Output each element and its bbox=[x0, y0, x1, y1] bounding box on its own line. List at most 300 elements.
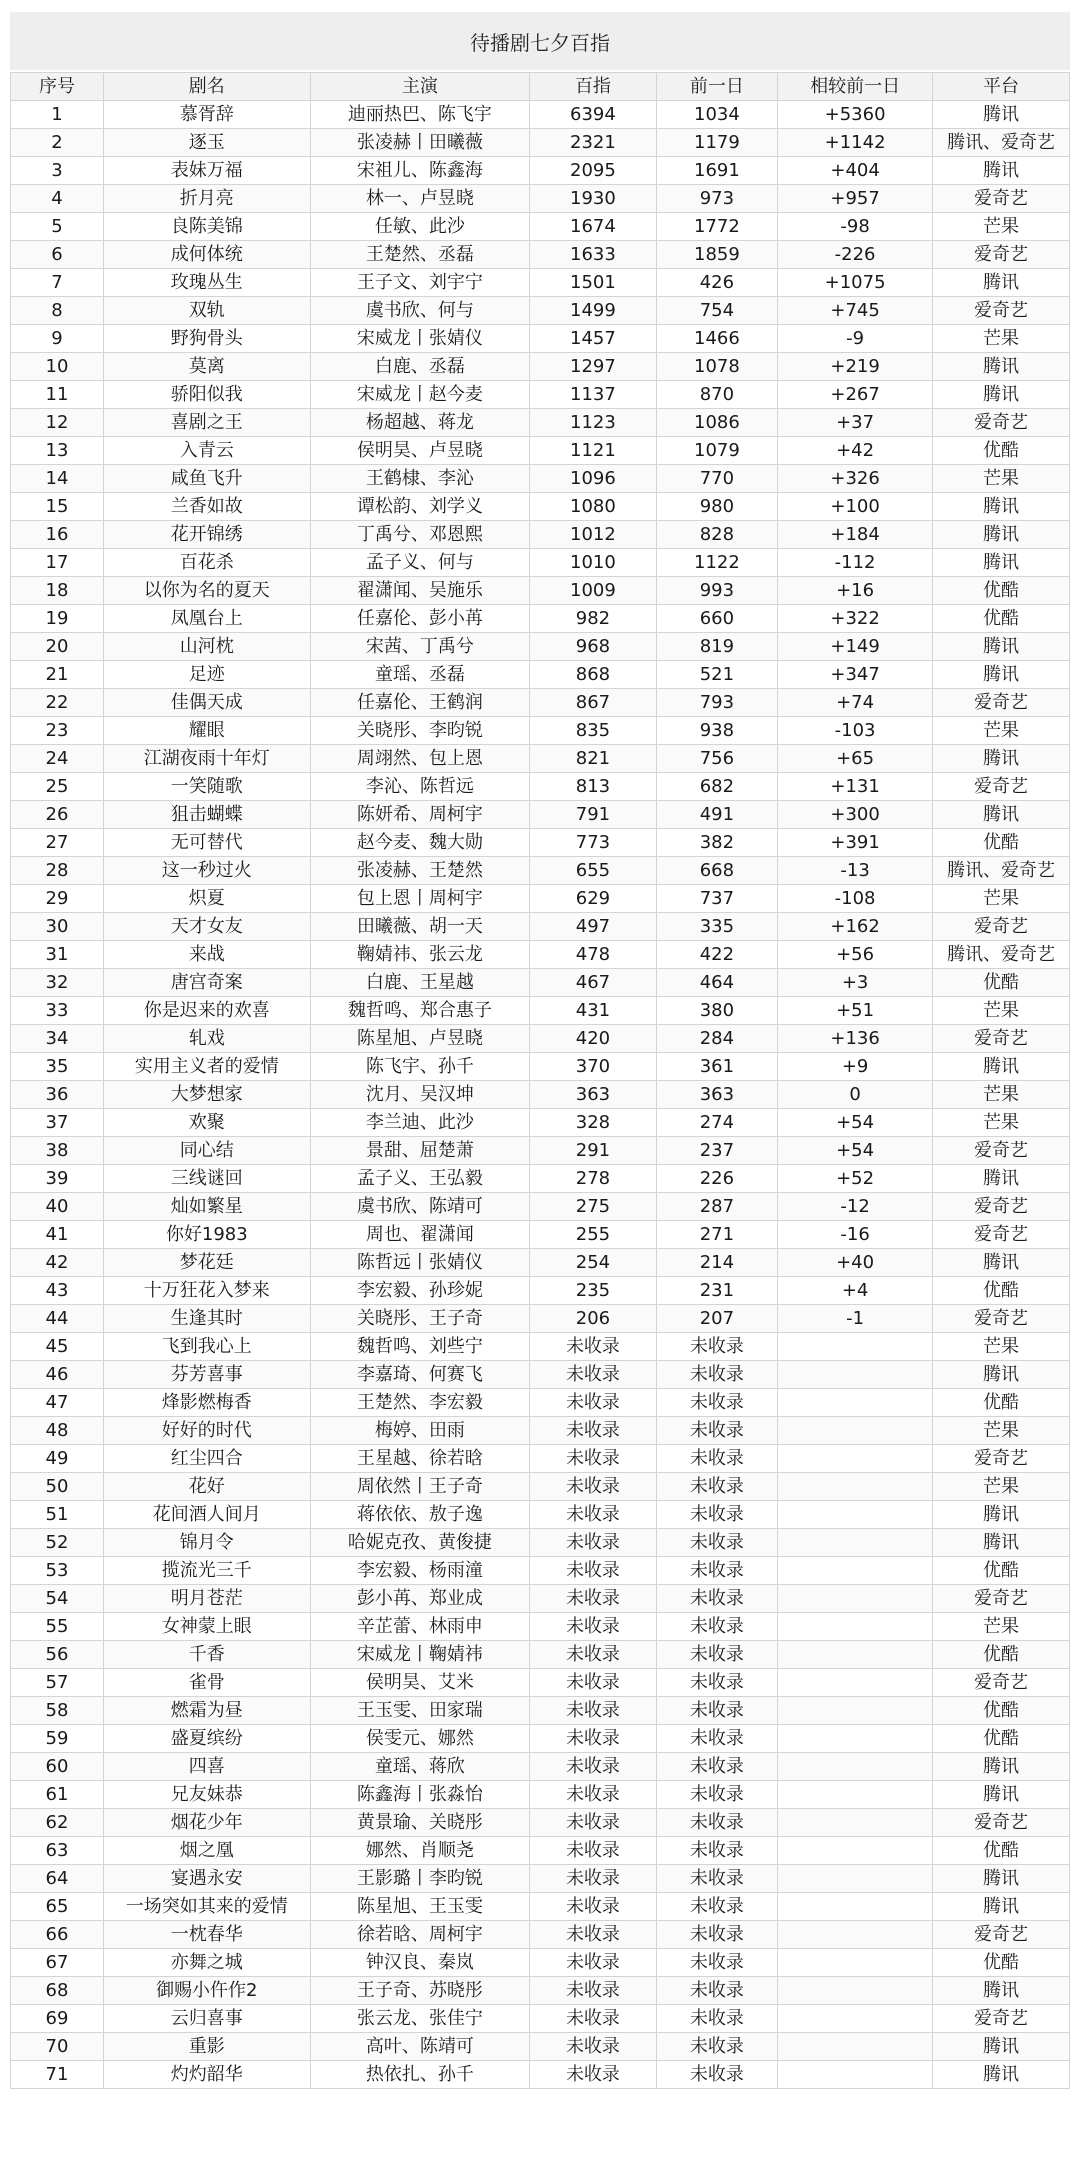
cell-previous-day: 363 bbox=[656, 1081, 777, 1109]
cell-title: 女神蒙上眼 bbox=[103, 1613, 310, 1641]
cell-change bbox=[778, 1585, 933, 1613]
cell-rank: 22 bbox=[11, 689, 104, 717]
cell-previous-day: 未收录 bbox=[656, 1529, 777, 1557]
cell-title: 兰香如故 bbox=[103, 493, 310, 521]
cell-previous-day: 未收录 bbox=[656, 1361, 777, 1389]
cell-cast: 娜然、肖顺尧 bbox=[310, 1837, 530, 1865]
cell-platform: 芒果 bbox=[933, 1613, 1070, 1641]
cell-title: 好好的时代 bbox=[103, 1417, 310, 1445]
cell-change bbox=[778, 2033, 933, 2061]
cell-title: 雀骨 bbox=[103, 1669, 310, 1697]
cell-title: 双轨 bbox=[103, 297, 310, 325]
cell-index: 363 bbox=[530, 1081, 657, 1109]
cell-platform: 芒果 bbox=[933, 717, 1070, 745]
cell-cast: 杨超越、蒋龙 bbox=[310, 409, 530, 437]
cell-cast: 宋祖儿、陈鑫海 bbox=[310, 157, 530, 185]
cell-rank: 10 bbox=[11, 353, 104, 381]
cell-cast: 包上恩丨周柯宇 bbox=[310, 885, 530, 913]
cell-change bbox=[778, 2061, 933, 2089]
cell-platform: 腾讯 bbox=[933, 2033, 1070, 2061]
cell-change: +149 bbox=[778, 633, 933, 661]
cell-change bbox=[778, 1613, 933, 1641]
cell-platform: 腾讯 bbox=[933, 493, 1070, 521]
cell-cast: 徐若晗、周柯宇 bbox=[310, 1921, 530, 1949]
cell-rank: 47 bbox=[11, 1389, 104, 1417]
table-row bbox=[11, 1837, 1070, 1865]
cell-rank: 40 bbox=[11, 1193, 104, 1221]
cell-change bbox=[778, 1921, 933, 1949]
cell-index: 未收录 bbox=[530, 1501, 657, 1529]
cell-previous-day: 361 bbox=[656, 1053, 777, 1081]
cell-platform: 优酷 bbox=[933, 1725, 1070, 1753]
cell-title: 良陈美锦 bbox=[103, 213, 310, 241]
cell-change: +391 bbox=[778, 829, 933, 857]
cell-title: 无可替代 bbox=[103, 829, 310, 857]
table-row bbox=[11, 1361, 1070, 1389]
table-row bbox=[11, 437, 1070, 465]
cell-change: +745 bbox=[778, 297, 933, 325]
cell-index: 未收录 bbox=[530, 2061, 657, 2089]
table-row bbox=[11, 465, 1070, 493]
cell-index: 813 bbox=[530, 773, 657, 801]
cell-rank: 69 bbox=[11, 2005, 104, 2033]
cell-platform: 爱奇艺 bbox=[933, 913, 1070, 941]
cell-title: 飞到我心上 bbox=[103, 1333, 310, 1361]
cell-cast: 宋威龙丨鞠婧祎 bbox=[310, 1641, 530, 1669]
table-row bbox=[11, 1725, 1070, 1753]
cell-cast: 赵今麦、魏大勋 bbox=[310, 829, 530, 857]
cell-previous-day: 1691 bbox=[656, 157, 777, 185]
cell-previous-day: 668 bbox=[656, 857, 777, 885]
cell-previous-day: 1079 bbox=[656, 437, 777, 465]
table-row bbox=[11, 801, 1070, 829]
cell-rank: 34 bbox=[11, 1025, 104, 1053]
cell-platform: 优酷 bbox=[933, 577, 1070, 605]
cell-platform: 优酷 bbox=[933, 1277, 1070, 1305]
cell-change: +267 bbox=[778, 381, 933, 409]
cell-change: +1142 bbox=[778, 129, 933, 157]
cell-platform: 腾讯 bbox=[933, 1501, 1070, 1529]
table-row bbox=[11, 1165, 1070, 1193]
header-row bbox=[11, 73, 1070, 101]
cell-previous-day: 993 bbox=[656, 577, 777, 605]
cell-platform: 腾讯 bbox=[933, 1361, 1070, 1389]
cell-previous-day: 未收录 bbox=[656, 1781, 777, 1809]
cell-rank: 43 bbox=[11, 1277, 104, 1305]
table-row bbox=[11, 1585, 1070, 1613]
cell-cast: 王子文、刘宇宁 bbox=[310, 269, 530, 297]
table-row bbox=[11, 1977, 1070, 2005]
cell-change bbox=[778, 1641, 933, 1669]
cell-rank: 52 bbox=[11, 1529, 104, 1557]
cell-platform: 腾讯 bbox=[933, 381, 1070, 409]
cell-index: 1137 bbox=[530, 381, 657, 409]
cell-cast: 迪丽热巴、陈飞宇 bbox=[310, 101, 530, 129]
cell-title: 玫瑰丛生 bbox=[103, 269, 310, 297]
cell-rank: 62 bbox=[11, 1809, 104, 1837]
cell-rank: 29 bbox=[11, 885, 104, 913]
cell-title: 狙击蝴蝶 bbox=[103, 801, 310, 829]
cell-platform: 芒果 bbox=[933, 325, 1070, 353]
cell-cast: 王楚然、丞磊 bbox=[310, 241, 530, 269]
cell-cast: 关晓彤、王子奇 bbox=[310, 1305, 530, 1333]
drama-ranking-table bbox=[10, 72, 1070, 2089]
cell-title: 盛夏缤纷 bbox=[103, 1725, 310, 1753]
cell-platform: 腾讯 bbox=[933, 521, 1070, 549]
table-row bbox=[11, 661, 1070, 689]
cell-index: 968 bbox=[530, 633, 657, 661]
cell-title: 欢聚 bbox=[103, 1109, 310, 1137]
cell-change bbox=[778, 1949, 933, 1977]
cell-platform: 爱奇艺 bbox=[933, 1137, 1070, 1165]
cell-title: 唐宫奇案 bbox=[103, 969, 310, 997]
cell-rank: 67 bbox=[11, 1949, 104, 1977]
table-row bbox=[11, 1781, 1070, 1809]
cell-change: -12 bbox=[778, 1193, 933, 1221]
table-row bbox=[11, 521, 1070, 549]
cell-index: 1123 bbox=[530, 409, 657, 437]
cell-rank: 38 bbox=[11, 1137, 104, 1165]
cell-change bbox=[778, 2005, 933, 2033]
cell-cast: 侯明昊、卢昱晓 bbox=[310, 437, 530, 465]
cell-rank: 70 bbox=[11, 2033, 104, 2061]
table-row bbox=[11, 1557, 1070, 1585]
cell-change: +9 bbox=[778, 1053, 933, 1081]
cell-change: +51 bbox=[778, 997, 933, 1025]
cell-title: 折月亮 bbox=[103, 185, 310, 213]
cell-change: +40 bbox=[778, 1249, 933, 1277]
cell-cast: 张云龙、张佳宁 bbox=[310, 2005, 530, 2033]
cell-platform: 腾讯 bbox=[933, 1977, 1070, 2005]
cell-cast: 宋威龙丨赵今麦 bbox=[310, 381, 530, 409]
table-row bbox=[11, 409, 1070, 437]
cell-title: 入青云 bbox=[103, 437, 310, 465]
cell-platform: 芒果 bbox=[933, 1333, 1070, 1361]
cell-rank: 53 bbox=[11, 1557, 104, 1585]
cell-cast: 侯雯元、娜然 bbox=[310, 1725, 530, 1753]
cell-rank: 60 bbox=[11, 1753, 104, 1781]
col-header-index-value: 百指 bbox=[530, 73, 657, 101]
cell-previous-day: 未收录 bbox=[656, 1501, 777, 1529]
cell-platform: 优酷 bbox=[933, 437, 1070, 465]
table-row bbox=[11, 997, 1070, 1025]
table-row bbox=[11, 605, 1070, 633]
cell-previous-day: 未收录 bbox=[656, 2033, 777, 2061]
cell-change: +326 bbox=[778, 465, 933, 493]
cell-previous-day: 未收录 bbox=[656, 2061, 777, 2089]
table-row bbox=[11, 941, 1070, 969]
table-row bbox=[11, 1333, 1070, 1361]
cell-index: 497 bbox=[530, 913, 657, 941]
cell-title: 这一秒过火 bbox=[103, 857, 310, 885]
cell-index: 未收录 bbox=[530, 1333, 657, 1361]
cell-previous-day: 未收录 bbox=[656, 1697, 777, 1725]
cell-title: 明月苍茫 bbox=[103, 1585, 310, 1613]
cell-cast: 陈飞宇、孙千 bbox=[310, 1053, 530, 1081]
cell-previous-day: 422 bbox=[656, 941, 777, 969]
cell-index: 773 bbox=[530, 829, 657, 857]
cell-platform: 芒果 bbox=[933, 1417, 1070, 1445]
cell-previous-day: 1772 bbox=[656, 213, 777, 241]
cell-previous-day: 未收录 bbox=[656, 2005, 777, 2033]
cell-previous-day: 未收录 bbox=[656, 1613, 777, 1641]
cell-title: 亦舞之城 bbox=[103, 1949, 310, 1977]
cell-index: 431 bbox=[530, 997, 657, 1025]
cell-platform: 优酷 bbox=[933, 829, 1070, 857]
cell-previous-day: 未收录 bbox=[656, 1585, 777, 1613]
cell-previous-day: 未收录 bbox=[656, 1473, 777, 1501]
cell-cast: 高叶、陈靖可 bbox=[310, 2033, 530, 2061]
cell-platform: 芒果 bbox=[933, 1473, 1070, 1501]
cell-rank: 37 bbox=[11, 1109, 104, 1137]
cell-platform: 爱奇艺 bbox=[933, 689, 1070, 717]
cell-platform: 爱奇艺 bbox=[933, 297, 1070, 325]
cell-previous-day: 287 bbox=[656, 1193, 777, 1221]
table-row bbox=[11, 325, 1070, 353]
cell-rank: 71 bbox=[11, 2061, 104, 2089]
cell-index: 1121 bbox=[530, 437, 657, 465]
cell-change: +42 bbox=[778, 437, 933, 465]
cell-rank: 45 bbox=[11, 1333, 104, 1361]
cell-change bbox=[778, 1753, 933, 1781]
cell-index: 328 bbox=[530, 1109, 657, 1137]
table-row bbox=[11, 1305, 1070, 1333]
cell-rank: 49 bbox=[11, 1445, 104, 1473]
cell-index: 2321 bbox=[530, 129, 657, 157]
cell-title: 莫离 bbox=[103, 353, 310, 381]
cell-cast: 王楚然、李宏毅 bbox=[310, 1389, 530, 1417]
table-row bbox=[11, 1753, 1070, 1781]
cell-rank: 24 bbox=[11, 745, 104, 773]
cell-previous-day: 770 bbox=[656, 465, 777, 493]
cell-platform: 爱奇艺 bbox=[933, 773, 1070, 801]
table-row bbox=[11, 1417, 1070, 1445]
cell-index: 未收录 bbox=[530, 1585, 657, 1613]
cell-change: +37 bbox=[778, 409, 933, 437]
cell-index: 655 bbox=[530, 857, 657, 885]
cell-previous-day: 380 bbox=[656, 997, 777, 1025]
table-row bbox=[11, 1221, 1070, 1249]
cell-change bbox=[778, 1389, 933, 1417]
cell-rank: 5 bbox=[11, 213, 104, 241]
cell-title: 以你为名的夏天 bbox=[103, 577, 310, 605]
cell-rank: 39 bbox=[11, 1165, 104, 1193]
table-row bbox=[11, 1949, 1070, 1977]
col-header-change: 相较前一日 bbox=[778, 73, 933, 101]
cell-title: 足迹 bbox=[103, 661, 310, 689]
table-title: 待播剧七夕百指 bbox=[10, 12, 1070, 70]
cell-previous-day: 未收录 bbox=[656, 1837, 777, 1865]
cell-title: 慕胥辞 bbox=[103, 101, 310, 129]
cell-change: -1 bbox=[778, 1305, 933, 1333]
cell-change: -108 bbox=[778, 885, 933, 913]
cell-change: +4 bbox=[778, 1277, 933, 1305]
cell-previous-day: 870 bbox=[656, 381, 777, 409]
cell-previous-day: 231 bbox=[656, 1277, 777, 1305]
cell-index: 2095 bbox=[530, 157, 657, 185]
table-row bbox=[11, 1529, 1070, 1557]
cell-platform: 优酷 bbox=[933, 1641, 1070, 1669]
cell-previous-day: 819 bbox=[656, 633, 777, 661]
table-row bbox=[11, 297, 1070, 325]
cell-previous-day: 426 bbox=[656, 269, 777, 297]
table-row bbox=[11, 353, 1070, 381]
cell-platform: 腾讯 bbox=[933, 801, 1070, 829]
cell-rank: 11 bbox=[11, 381, 104, 409]
cell-title: 烟花少年 bbox=[103, 1809, 310, 1837]
cell-rank: 25 bbox=[11, 773, 104, 801]
cell-platform: 爱奇艺 bbox=[933, 1193, 1070, 1221]
cell-index: 未收录 bbox=[530, 1809, 657, 1837]
cell-previous-day: 521 bbox=[656, 661, 777, 689]
cell-index: 未收录 bbox=[530, 1893, 657, 1921]
cell-change: -9 bbox=[778, 325, 933, 353]
cell-platform: 腾讯 bbox=[933, 633, 1070, 661]
cell-title: 大梦想家 bbox=[103, 1081, 310, 1109]
cell-rank: 46 bbox=[11, 1361, 104, 1389]
table-row bbox=[11, 241, 1070, 269]
cell-previous-day: 未收录 bbox=[656, 1333, 777, 1361]
cell-change bbox=[778, 1417, 933, 1445]
cell-index: 1009 bbox=[530, 577, 657, 605]
cell-previous-day: 未收录 bbox=[656, 1809, 777, 1837]
cell-change bbox=[778, 1361, 933, 1389]
cell-previous-day: 938 bbox=[656, 717, 777, 745]
cell-rank: 17 bbox=[11, 549, 104, 577]
cell-previous-day: 未收录 bbox=[656, 1445, 777, 1473]
cell-title: 十万狂花入梦来 bbox=[103, 1277, 310, 1305]
cell-rank: 31 bbox=[11, 941, 104, 969]
cell-rank: 65 bbox=[11, 1893, 104, 1921]
cell-previous-day: 未收录 bbox=[656, 1921, 777, 1949]
cell-index: 未收录 bbox=[530, 1865, 657, 1893]
cell-title: 山河枕 bbox=[103, 633, 310, 661]
cell-index: 478 bbox=[530, 941, 657, 969]
cell-cast: 钟汉良、秦岚 bbox=[310, 1949, 530, 1977]
cell-change bbox=[778, 1837, 933, 1865]
cell-platform: 腾讯 bbox=[933, 1893, 1070, 1921]
cell-change: -226 bbox=[778, 241, 933, 269]
cell-index: 未收录 bbox=[530, 1557, 657, 1585]
cell-title: 花开锦绣 bbox=[103, 521, 310, 549]
cell-change bbox=[778, 1333, 933, 1361]
cell-index: 1499 bbox=[530, 297, 657, 325]
cell-title: 燃霜为昼 bbox=[103, 1697, 310, 1725]
cell-platform: 腾讯 bbox=[933, 549, 1070, 577]
table-row bbox=[11, 2033, 1070, 2061]
cell-rank: 1 bbox=[11, 101, 104, 129]
cell-title: 烽影燃梅香 bbox=[103, 1389, 310, 1417]
table-row bbox=[11, 1865, 1070, 1893]
cell-previous-day: 未收录 bbox=[656, 1893, 777, 1921]
cell-title: 兄友妹恭 bbox=[103, 1781, 310, 1809]
table-row bbox=[11, 1641, 1070, 1669]
cell-title: 凤凰台上 bbox=[103, 605, 310, 633]
col-header-cast: 主演 bbox=[310, 73, 530, 101]
cell-index: 未收录 bbox=[530, 1445, 657, 1473]
cell-previous-day: 未收录 bbox=[656, 1949, 777, 1977]
cell-platform: 优酷 bbox=[933, 1697, 1070, 1725]
cell-change: +16 bbox=[778, 577, 933, 605]
cell-index: 868 bbox=[530, 661, 657, 689]
cell-index: 629 bbox=[530, 885, 657, 913]
cell-previous-day: 未收录 bbox=[656, 1865, 777, 1893]
table-row bbox=[11, 969, 1070, 997]
cell-previous-day: 828 bbox=[656, 521, 777, 549]
table-row bbox=[11, 1025, 1070, 1053]
cell-platform: 腾讯 bbox=[933, 1781, 1070, 1809]
cell-change bbox=[778, 1445, 933, 1473]
cell-cast: 张凌赫、王楚然 bbox=[310, 857, 530, 885]
cell-rank: 36 bbox=[11, 1081, 104, 1109]
cell-cast: 李沁、陈哲远 bbox=[310, 773, 530, 801]
cell-title: 红尘四合 bbox=[103, 1445, 310, 1473]
cell-cast: 孟子义、王弘毅 bbox=[310, 1165, 530, 1193]
cell-title: 耀眼 bbox=[103, 717, 310, 745]
cell-cast: 宋威龙丨张婧仪 bbox=[310, 325, 530, 353]
cell-platform: 爱奇艺 bbox=[933, 1445, 1070, 1473]
cell-cast: 蒋依依、敖子逸 bbox=[310, 1501, 530, 1529]
cell-change: +131 bbox=[778, 773, 933, 801]
cell-change: +162 bbox=[778, 913, 933, 941]
cell-change bbox=[778, 1781, 933, 1809]
cell-rank: 66 bbox=[11, 1921, 104, 1949]
cell-cast: 沈月、吴汉坤 bbox=[310, 1081, 530, 1109]
cell-index: 255 bbox=[530, 1221, 657, 1249]
cell-platform: 芒果 bbox=[933, 213, 1070, 241]
table-row bbox=[11, 1473, 1070, 1501]
cell-change: -16 bbox=[778, 1221, 933, 1249]
cell-index: 1096 bbox=[530, 465, 657, 493]
table-row bbox=[11, 1669, 1070, 1697]
cell-index: 未收录 bbox=[530, 1669, 657, 1697]
cell-change: +219 bbox=[778, 353, 933, 381]
cell-change: +5360 bbox=[778, 101, 933, 129]
col-header-previous-day: 前一日 bbox=[656, 73, 777, 101]
cell-cast: 李宏毅、孙珍妮 bbox=[310, 1277, 530, 1305]
cell-cast: 谭松韵、刘学义 bbox=[310, 493, 530, 521]
cell-title: 芬芳喜事 bbox=[103, 1361, 310, 1389]
cell-title: 你是迟来的欢喜 bbox=[103, 997, 310, 1025]
table-row bbox=[11, 717, 1070, 745]
cell-platform: 优酷 bbox=[933, 1557, 1070, 1585]
cell-cast: 丁禹兮、邓恩熙 bbox=[310, 521, 530, 549]
cell-rank: 68 bbox=[11, 1977, 104, 2005]
cell-cast: 王鹤棣、李沁 bbox=[310, 465, 530, 493]
cell-index: 未收录 bbox=[530, 1529, 657, 1557]
cell-title: 锦月令 bbox=[103, 1529, 310, 1557]
table-row bbox=[11, 269, 1070, 297]
cell-title: 逐玉 bbox=[103, 129, 310, 157]
table-row bbox=[11, 1893, 1070, 1921]
cell-title: 一笑随歌 bbox=[103, 773, 310, 801]
cell-title: 实用主义者的爱情 bbox=[103, 1053, 310, 1081]
table-row bbox=[11, 857, 1070, 885]
cell-index: 467 bbox=[530, 969, 657, 997]
cell-rank: 51 bbox=[11, 1501, 104, 1529]
cell-index: 未收录 bbox=[530, 1753, 657, 1781]
cell-cast: 任嘉伦、王鹤润 bbox=[310, 689, 530, 717]
table-row bbox=[11, 1697, 1070, 1725]
col-header-platform: 平台 bbox=[933, 73, 1070, 101]
cell-previous-day: 1122 bbox=[656, 549, 777, 577]
table-row bbox=[11, 1809, 1070, 1837]
cell-title: 成何体统 bbox=[103, 241, 310, 269]
cell-rank: 2 bbox=[11, 129, 104, 157]
col-header-title: 剧名 bbox=[103, 73, 310, 101]
cell-cast: 田曦薇、胡一天 bbox=[310, 913, 530, 941]
cell-change: +65 bbox=[778, 745, 933, 773]
